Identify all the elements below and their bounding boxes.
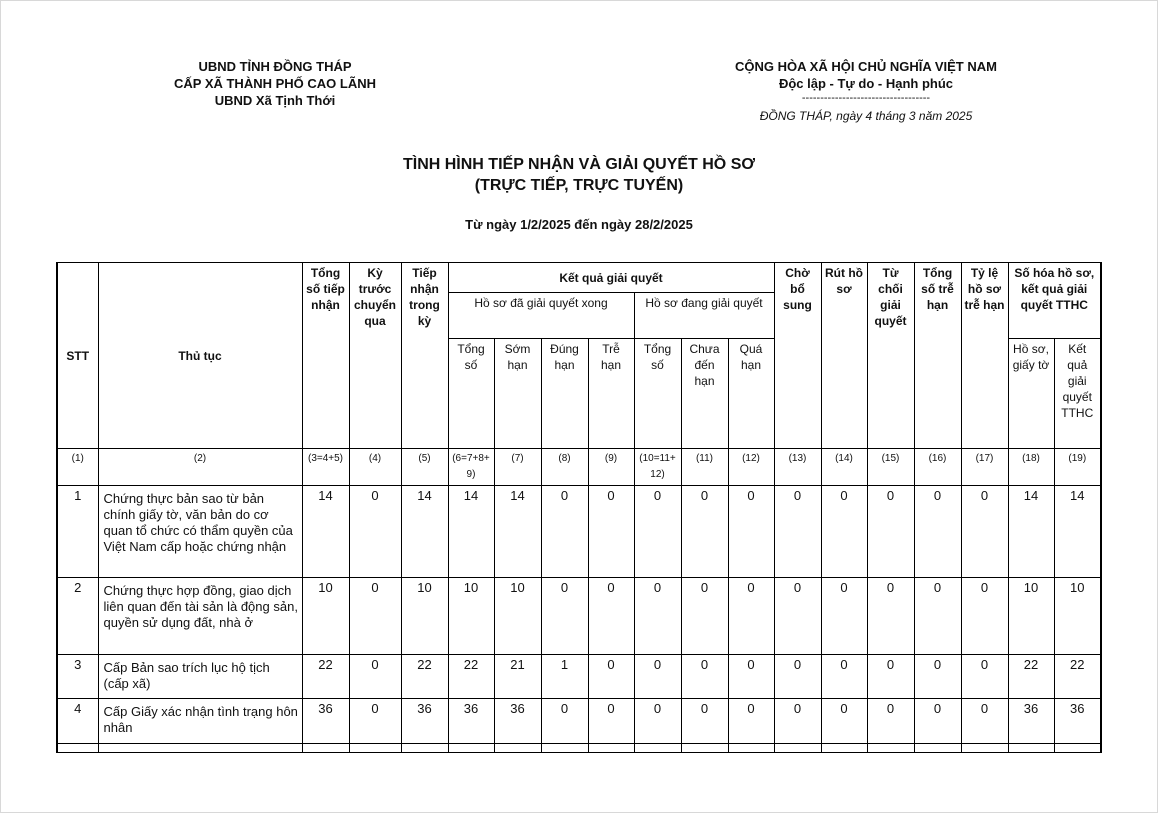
row-value: 21 — [494, 655, 541, 699]
row-value: 0 — [774, 655, 821, 699]
row-value: 10 — [448, 578, 494, 655]
district-name: CẤP XÃ THÀNH PHỐ CAO LÃNH — [174, 76, 376, 91]
header-separator: ----------------------------------- — [801, 92, 931, 104]
empty-cell — [57, 744, 98, 753]
header-tong-so: Tổng số — [448, 339, 494, 449]
header-ket-qua: Kết quả giải quyết — [448, 263, 774, 293]
col-num: (12) — [728, 449, 774, 486]
header-dang-giai-quyet: Hồ sơ đang giải quyết — [634, 293, 774, 339]
header-so-hoa-ket-qua: Kết quả giải quyết TTHC — [1054, 339, 1101, 449]
row-value: 22 — [302, 655, 349, 699]
row-value: 22 — [401, 655, 448, 699]
header-dung-han: Đúng hạn — [541, 339, 588, 449]
row-value: 36 — [1008, 699, 1054, 744]
row-value: 0 — [349, 655, 401, 699]
row-value: 14 — [401, 486, 448, 578]
col-num: (2) — [98, 449, 302, 486]
row-value: 0 — [774, 578, 821, 655]
col-num: (11) — [681, 449, 728, 486]
row-value: 0 — [541, 486, 588, 578]
empty-cell — [774, 744, 821, 753]
header-ky-truoc: Kỳ trước chuyển qua — [349, 263, 401, 449]
row-value: 0 — [349, 578, 401, 655]
col-num: (19) — [1054, 449, 1101, 486]
col-num: (13) — [774, 449, 821, 486]
row-stt: 4 — [57, 699, 98, 744]
row-value: 22 — [448, 655, 494, 699]
row-value: 14 — [448, 486, 494, 578]
row-value: 0 — [961, 655, 1008, 699]
row-stt: 1 — [57, 486, 98, 578]
row-value: 0 — [541, 578, 588, 655]
row-value: 0 — [681, 699, 728, 744]
col-num: (4) — [349, 449, 401, 486]
col-num: (16) — [914, 449, 961, 486]
empty-cell — [681, 744, 728, 753]
header-so-hoa-ho-so: Hồ sơ, giấy tờ — [1008, 339, 1054, 449]
date-range: Từ ngày 1/2/2025 đến ngày 28/2/2025 — [465, 217, 693, 232]
empty-cell — [448, 744, 494, 753]
row-thu-tuc: Chứng thực hợp đồng, giao dịch liên quan đến tài sản là động sản, quyền sử dụng đất, nhà ở — [98, 578, 302, 655]
col-num: (1) — [57, 449, 98, 486]
empty-cell — [302, 744, 349, 753]
row-thu-tuc: Cấp Giấy xác nhận tình trạng hôn nhân — [98, 699, 302, 744]
row-value: 0 — [821, 486, 867, 578]
header-right — [690, 58, 1042, 125]
report-table — [56, 262, 1102, 753]
empty-cell — [821, 744, 867, 753]
row-value: 0 — [588, 699, 634, 744]
header-chua-den-han: Chưa đến hạn — [681, 339, 728, 449]
row-value: 22 — [1008, 655, 1054, 699]
col-num: (15) — [867, 449, 914, 486]
header-tu-choi: Từ chối giải quyết — [867, 263, 914, 449]
row-value: 0 — [681, 655, 728, 699]
row-value: 14 — [1054, 486, 1101, 578]
row-value: 10 — [302, 578, 349, 655]
empty-row — [57, 744, 1101, 753]
row-value: 0 — [349, 699, 401, 744]
country-name: CỘNG HÒA XÃ HỘI CHỦ NGHĨA VIỆT NAM — [735, 59, 997, 74]
header-tre-han: Trễ hạn — [588, 339, 634, 449]
col-num: (9) — [588, 449, 634, 486]
header-thu-tuc: Thủ tục — [98, 263, 302, 449]
header-tong-so-tiep-nhan: Tổng số tiếp nhận — [302, 263, 349, 449]
row-value: 0 — [728, 699, 774, 744]
empty-cell — [728, 744, 774, 753]
motto: Độc lập - Tự do - Hạnh phúc — [778, 76, 954, 91]
row-value: 0 — [634, 655, 681, 699]
row-value: 0 — [867, 578, 914, 655]
row-value: 0 — [634, 578, 681, 655]
report-title-line2: (TRỰC TIẾP, TRỰC TUYẾN) — [474, 177, 684, 194]
row-value: 0 — [914, 578, 961, 655]
empty-cell — [588, 744, 634, 753]
row-value: 0 — [349, 486, 401, 578]
row-value: 0 — [681, 578, 728, 655]
row-value: 0 — [821, 655, 867, 699]
row-value: 14 — [494, 486, 541, 578]
row-value: 0 — [728, 578, 774, 655]
row-value: 36 — [1054, 699, 1101, 744]
row-value: 0 — [541, 699, 588, 744]
empty-cell — [98, 744, 302, 753]
row-value: 10 — [1008, 578, 1054, 655]
header-qua-han: Quá hạn — [728, 339, 774, 449]
empty-cell — [634, 744, 681, 753]
header-tong-so-tre-han: Tổng số trễ hạn — [914, 263, 961, 449]
row-value: 36 — [494, 699, 541, 744]
col-num: (10=11+12) — [634, 449, 681, 486]
row-value: 0 — [634, 486, 681, 578]
row-stt: 2 — [57, 578, 98, 655]
report-title — [0, 154, 1158, 196]
empty-cell — [401, 744, 448, 753]
row-thu-tuc: Chứng thực bản sao từ bản chính giấy tờ, văn bản do cơ quan tổ chức có thẩm quyền của Việt Nam cấp hoặc chứng nhận — [98, 486, 302, 578]
empty-cell — [1008, 744, 1054, 753]
empty-cell — [867, 744, 914, 753]
header-da-giai-quyet: Hồ sơ đã giải quyết xong — [448, 293, 634, 339]
document-date: ĐỒNG THÁP, ngày 4 tháng 3 năm 2025 — [759, 109, 973, 123]
col-num: (6=7+8+9) — [448, 449, 494, 486]
col-num: (3=4+5) — [302, 449, 349, 486]
col-num: (18) — [1008, 449, 1054, 486]
row-value: 0 — [774, 486, 821, 578]
table-row — [57, 486, 1101, 578]
row-value: 1 — [541, 655, 588, 699]
table-row — [57, 578, 1101, 655]
row-value: 0 — [961, 486, 1008, 578]
header-stt: STT — [57, 263, 98, 449]
row-value: 10 — [1054, 578, 1101, 655]
header-ty-le: Tỷ lệ hồ sơ trễ hạn — [961, 263, 1008, 449]
header-tong-so-2: Tổng số — [634, 339, 681, 449]
row-stt: 3 — [57, 655, 98, 699]
row-value: 0 — [728, 486, 774, 578]
col-num: (17) — [961, 449, 1008, 486]
col-num: (5) — [401, 449, 448, 486]
table-row — [57, 699, 1101, 744]
row-value: 0 — [588, 578, 634, 655]
header-rut-ho-so: Rút hồ sơ — [821, 263, 867, 449]
row-value: 0 — [867, 699, 914, 744]
empty-cell — [1054, 744, 1101, 753]
province-name: UBND TỈNH ĐỒNG THÁP — [198, 59, 352, 74]
row-value: 0 — [774, 699, 821, 744]
header-so-hoa: Số hóa hồ sơ, kết quả giải quyết TTHC — [1008, 263, 1101, 339]
row-value: 0 — [961, 699, 1008, 744]
report-title-line1: TÌNH HÌNH TIẾP NHẬN VÀ GIẢI QUYẾT HỒ SƠ — [402, 156, 756, 173]
col-num: (8) — [541, 449, 588, 486]
row-value: 22 — [1054, 655, 1101, 699]
col-num: (14) — [821, 449, 867, 486]
row-value: 0 — [914, 486, 961, 578]
col-num: (7) — [494, 449, 541, 486]
row-value: 0 — [728, 655, 774, 699]
table-row — [57, 655, 1101, 699]
row-value: 0 — [914, 699, 961, 744]
row-thu-tuc: Cấp Bản sao trích lục hộ tịch (cấp xã) — [98, 655, 302, 699]
row-value: 10 — [401, 578, 448, 655]
row-value: 36 — [448, 699, 494, 744]
row-value: 0 — [588, 486, 634, 578]
row-value: 10 — [494, 578, 541, 655]
row-value: 0 — [821, 578, 867, 655]
column-number-row — [57, 449, 1101, 486]
row-value: 0 — [914, 655, 961, 699]
row-value: 0 — [867, 486, 914, 578]
row-value: 0 — [588, 655, 634, 699]
row-value: 36 — [302, 699, 349, 744]
row-value: 0 — [821, 699, 867, 744]
row-value: 14 — [1008, 486, 1054, 578]
row-value: 0 — [634, 699, 681, 744]
header-tiep-nhan-trong-ky: Tiếp nhận trong kỳ — [401, 263, 448, 449]
header-som-han: Sớm hạn — [494, 339, 541, 449]
empty-cell — [494, 744, 541, 753]
empty-cell — [541, 744, 588, 753]
empty-cell — [961, 744, 1008, 753]
row-value: 14 — [302, 486, 349, 578]
row-value: 0 — [681, 486, 728, 578]
empty-cell — [349, 744, 401, 753]
row-value: 0 — [961, 578, 1008, 655]
row-value: 0 — [867, 655, 914, 699]
header-cho-bo-sung: Chờ bổ sung — [774, 263, 821, 449]
header-left — [110, 58, 440, 109]
empty-cell — [914, 744, 961, 753]
row-value: 36 — [401, 699, 448, 744]
commune-name: UBND Xã Tịnh Thới — [214, 93, 336, 108]
